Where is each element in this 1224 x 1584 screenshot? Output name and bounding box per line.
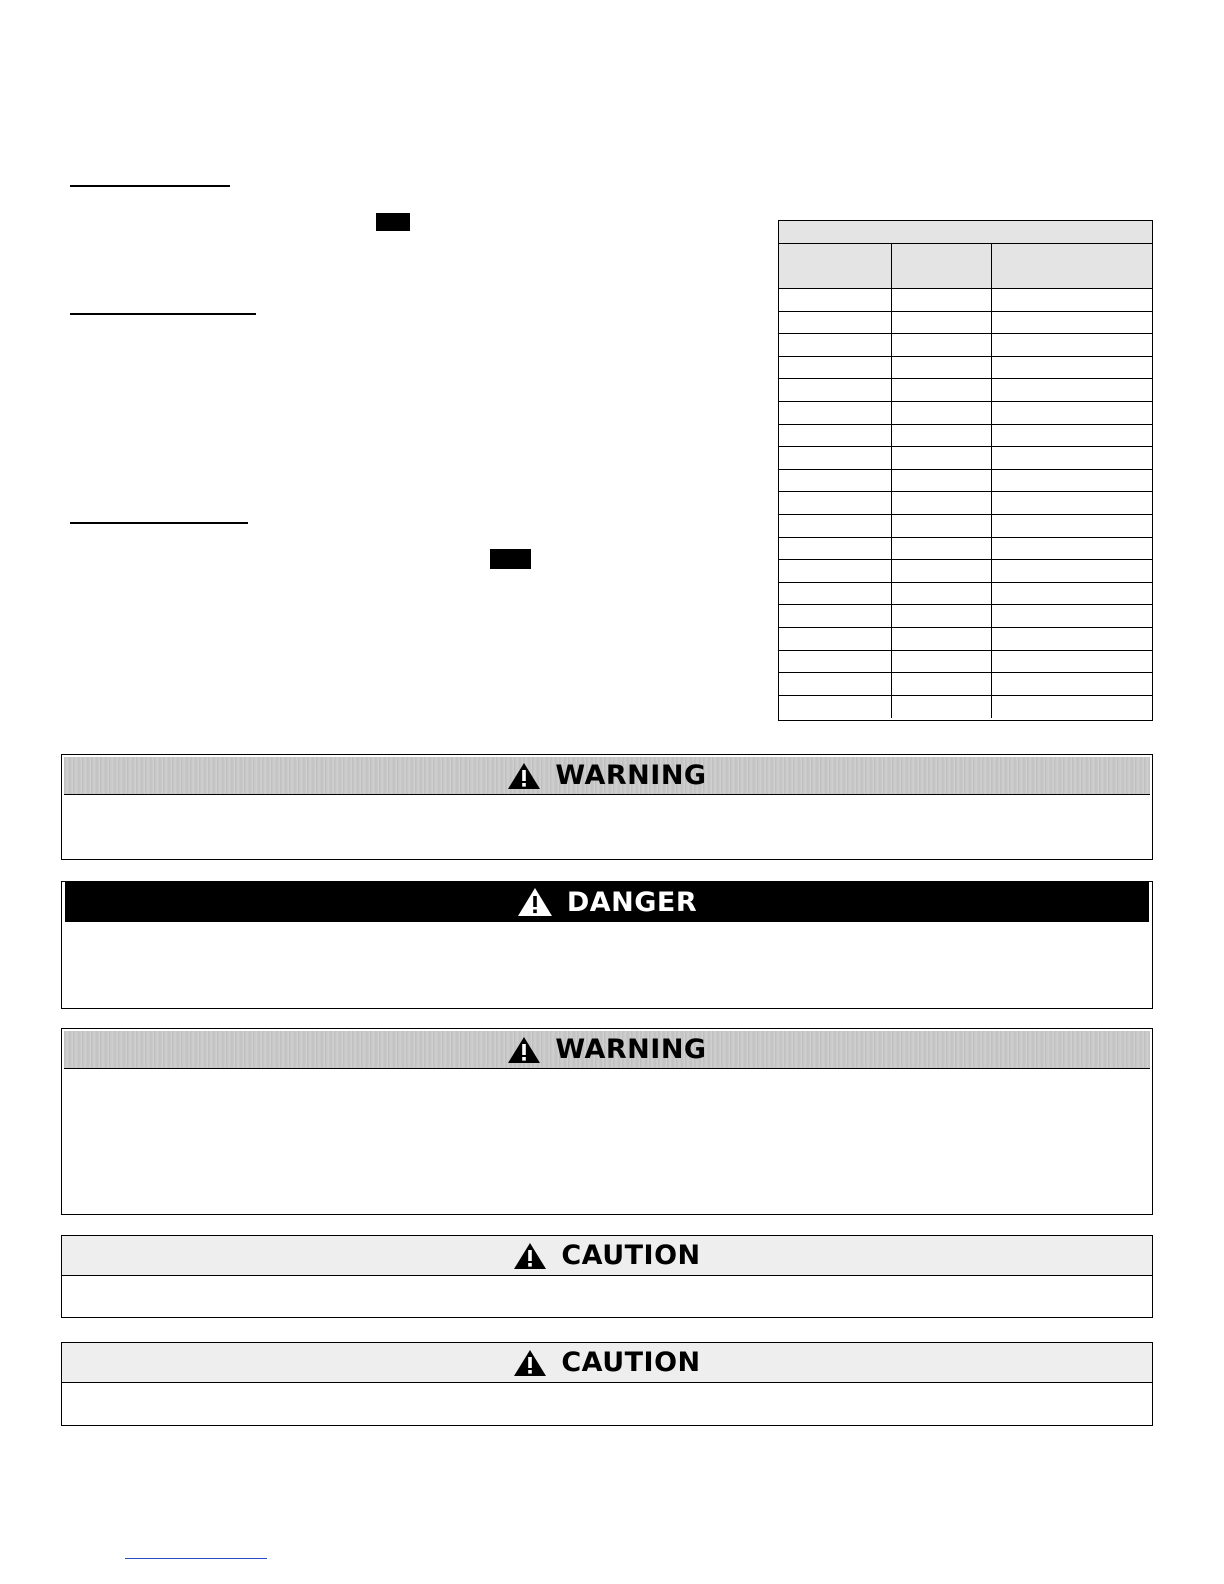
- table-row: [779, 673, 1152, 696]
- table-cell: [892, 334, 992, 356]
- table-body: [779, 289, 1152, 718]
- table-cell: [779, 651, 892, 673]
- table-header-row: [779, 244, 1152, 289]
- table-cell: [992, 673, 1152, 695]
- table-cell: [779, 312, 892, 334]
- table-cell: [992, 379, 1152, 401]
- table-cell: [992, 402, 1152, 424]
- table-row: [779, 289, 1152, 312]
- highlight-box-1: [376, 213, 410, 231]
- table-cell: [892, 492, 992, 514]
- table-cell: [779, 425, 892, 447]
- table-cell: [992, 312, 1152, 334]
- table-row: [779, 696, 1152, 719]
- table-cell: [992, 583, 1152, 605]
- notice-label: CAUTION: [561, 1240, 701, 1271]
- table-row: [779, 334, 1152, 357]
- table-cell: [779, 673, 892, 695]
- warning-notice-1: [61, 754, 1153, 860]
- warning-triangle-icon: [507, 1036, 541, 1064]
- table-header-cell: [779, 244, 892, 288]
- table-cell: [992, 651, 1152, 673]
- caution-notice-1: [61, 1235, 1153, 1318]
- table-row: [779, 651, 1152, 674]
- danger-bar: [65, 882, 1149, 922]
- table-cell: [992, 447, 1152, 469]
- warning-triangle-icon: [513, 1242, 547, 1270]
- notice-label: CAUTION: [561, 1347, 701, 1378]
- section-heading-1-rule: [70, 185, 230, 187]
- table-cell: [779, 402, 892, 424]
- table-cell: [779, 289, 892, 311]
- table-cell: [992, 560, 1152, 582]
- table-row: [779, 628, 1152, 651]
- table-row: [779, 538, 1152, 561]
- table-cell: [892, 538, 992, 560]
- table-row: [779, 583, 1152, 606]
- notice-label: DANGER: [566, 886, 698, 918]
- table-row: [779, 447, 1152, 470]
- table-cell: [992, 425, 1152, 447]
- table-row: [779, 470, 1152, 493]
- warning-bar: [64, 757, 1150, 795]
- table-cell: [779, 470, 892, 492]
- table-cell: [992, 357, 1152, 379]
- table-cell: [892, 289, 992, 311]
- warning-bar: [64, 1031, 1150, 1069]
- table-cell: [779, 515, 892, 537]
- table-cell: [992, 628, 1152, 650]
- section-heading-2-rule: [70, 313, 256, 315]
- table-cell: [779, 538, 892, 560]
- table-cell: [892, 470, 992, 492]
- caution-bar: [62, 1236, 1152, 1276]
- table-cell: [892, 696, 992, 719]
- table-cell: [892, 605, 992, 627]
- footer-link[interactable]: [125, 1558, 267, 1559]
- table-cell: [892, 312, 992, 334]
- table-row: [779, 560, 1152, 583]
- table-cell: [992, 289, 1152, 311]
- table-cell: [892, 425, 992, 447]
- table-cell: [779, 492, 892, 514]
- table-row: [779, 515, 1152, 538]
- caution-notice-2: [61, 1342, 1153, 1426]
- notice-label: WARNING: [555, 760, 707, 791]
- table-cell: [779, 560, 892, 582]
- table-row: [779, 402, 1152, 425]
- notice-label: WARNING: [555, 1034, 707, 1065]
- warning-notice-2: [61, 1028, 1153, 1215]
- danger-notice: [61, 881, 1153, 1009]
- warning-triangle-icon: [507, 762, 541, 790]
- section-heading-3-rule: [70, 522, 248, 524]
- warning-triangle-icon: [517, 887, 553, 917]
- table-cell: [892, 379, 992, 401]
- table-cell: [779, 447, 892, 469]
- table-cell: [779, 334, 892, 356]
- table-header-cell: [892, 244, 992, 288]
- table-row: [779, 492, 1152, 515]
- table-cell: [892, 651, 992, 673]
- table-row: [779, 357, 1152, 380]
- data-table: [778, 220, 1153, 721]
- table-cell: [779, 605, 892, 627]
- table-cell: [992, 696, 1152, 719]
- table-cell: [992, 605, 1152, 627]
- table-header-cell: [992, 244, 1152, 288]
- table-row: [779, 312, 1152, 335]
- table-cell: [892, 402, 992, 424]
- caution-bar: [62, 1343, 1152, 1383]
- table-cell: [779, 628, 892, 650]
- table-cell: [892, 447, 992, 469]
- table-cell: [779, 696, 892, 719]
- table-row: [779, 379, 1152, 402]
- table-row: [779, 605, 1152, 628]
- table-cell: [992, 334, 1152, 356]
- table-cell: [992, 470, 1152, 492]
- table-cell: [892, 357, 992, 379]
- table-cell: [779, 583, 892, 605]
- table-row: [779, 425, 1152, 448]
- table-cell: [892, 583, 992, 605]
- table-cell: [779, 379, 892, 401]
- table-cell: [992, 538, 1152, 560]
- table-title-row: [779, 221, 1152, 244]
- table-cell: [892, 560, 992, 582]
- table-cell: [892, 628, 992, 650]
- table-cell: [892, 515, 992, 537]
- highlight-box-2: [490, 549, 531, 569]
- table-cell: [779, 357, 892, 379]
- warning-triangle-icon: [513, 1349, 547, 1377]
- table-cell: [992, 515, 1152, 537]
- table-cell: [992, 492, 1152, 514]
- table-cell: [892, 673, 992, 695]
